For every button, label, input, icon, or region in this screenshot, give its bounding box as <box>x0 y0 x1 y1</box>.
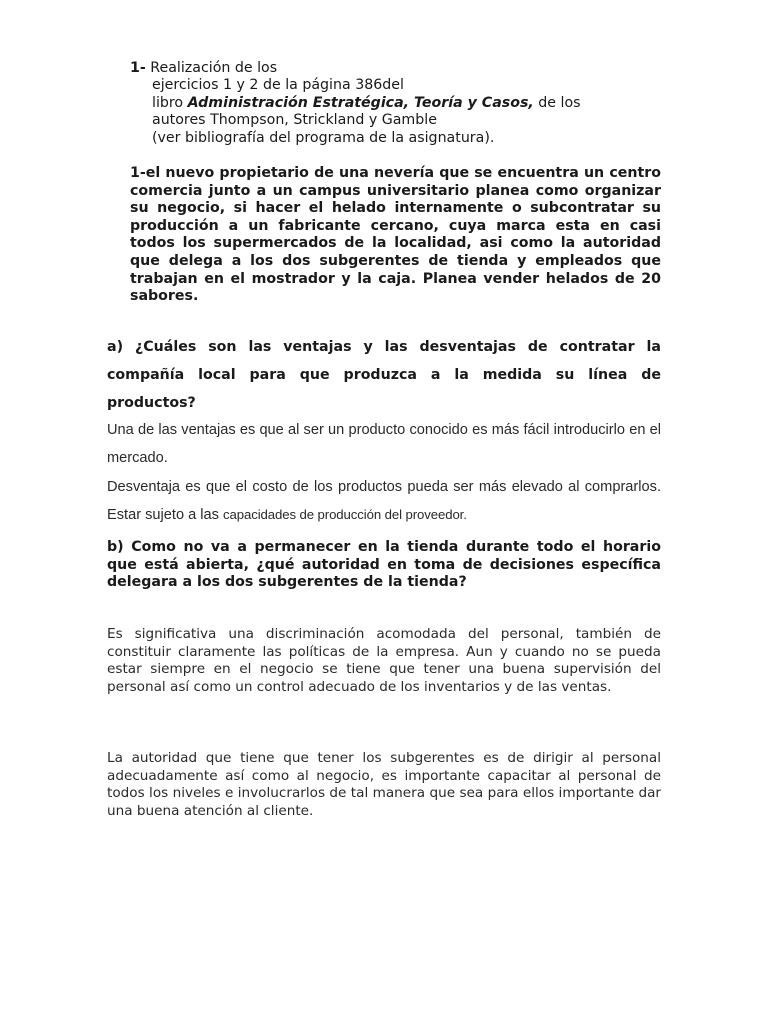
instruction-line-4: autores Thompson, Strickland y Gamble <box>152 112 437 129</box>
instruction-line-3 <box>130 95 581 112</box>
instruction-first-line <box>130 60 581 77</box>
item-number: 1- <box>130 60 146 76</box>
answer-a-advantage: Una de las ventajas es que al ser un producto conocido es más fácil introducirlo en el mercado. <box>107 422 661 467</box>
exercise-instruction <box>130 60 581 147</box>
instruction-line-1: Realización de los <box>150 60 278 76</box>
answer-b-paragraph-2: La autoridad que tiene que tener los subgerentes es de dirigir al personal adecuadamente así como al negocio, es importante capacitar al personal de todos los niveles e involucrarlos de tal manera que sea para ellos importante dar una buena atención al cliente. <box>107 750 661 819</box>
exercise-statement: 1-el nuevo propietario de una nevería que se encuentra un centro comercia junto a un campus universitario planea como organizar su negocio, si hacer el helado internamente o subcontratar su producción a un fabricante cercano, cuya marca esta en casi todos los supermercados de la localidad, asi como la autoridad que delega a los dos subgerentes de tienda y empleados que trabajan en el mostrador y la caja. Planea vender helados de 20 sabores. <box>130 165 661 305</box>
instruction-line-5: (ver bibliografía del programa de la asignatura). <box>152 129 495 146</box>
answer-a-disadvantage <box>107 473 661 530</box>
answer-a-disadvantage-main: Desventaja es que el costo de los productos pueda ser más elevado al comprarlos. Estar sujeto a las <box>107 479 661 524</box>
book-title: Administración Estratégica, Teoría y Casos, <box>187 94 534 111</box>
line3-suffix: de los <box>533 94 581 111</box>
question-a: a) ¿Cuáles son las ventajas y las desventajas de contratar la compañía local para que produzca a la medida su línea de productos? <box>107 339 661 411</box>
answer-a-disadvantage-tail: capacidades de producción del proveedor. <box>223 507 467 523</box>
question-b: b) Como no va a permanecer en la tienda durante todo el horario que está abierta, ¿qué autoridad en toma de decisiones específica delegara a los dos subgerentes de la tienda? <box>107 539 661 591</box>
line3-prefix: libro <box>152 94 188 111</box>
answer-b-paragraph-1: Es significativa una discriminación acomodada del personal, también de constituir claramente las políticas de la empresa. Aun y cuando no se pueda estar siempre en el negocio se tiene que tener una buena supervisión del personal así como un control adecuado de los inventarios y de las ventas. <box>107 626 661 695</box>
instruction-line-2: ejercicios 1 y 2 de la página 386del <box>152 77 404 94</box>
